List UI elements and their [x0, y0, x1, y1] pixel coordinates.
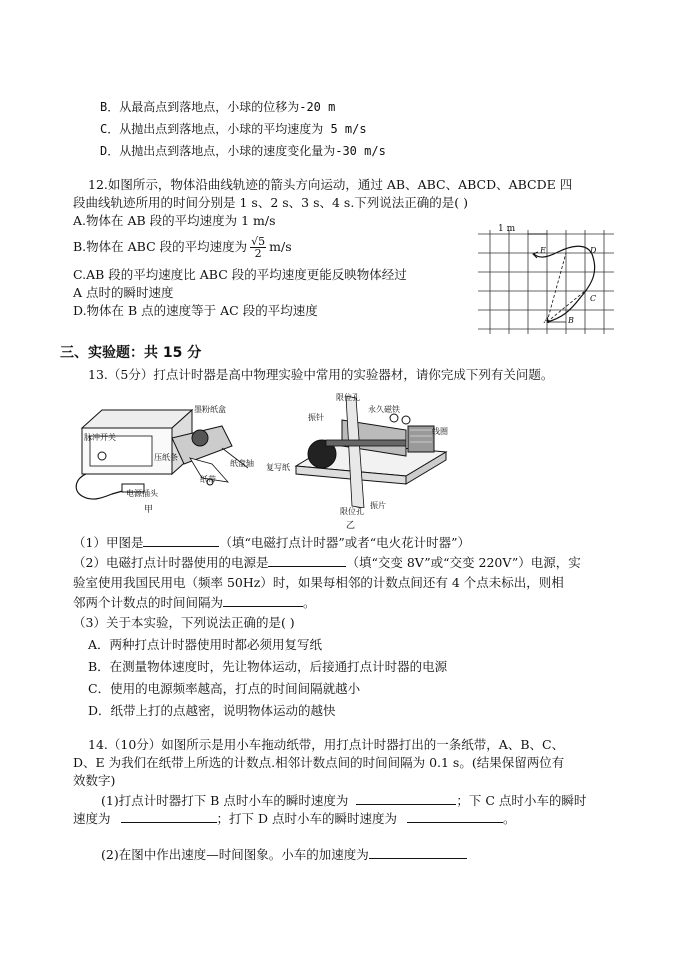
q12-option-a: A.物体在 AB 段的平均速度为 1 m/s — [73, 213, 276, 228]
figure-caption-yi: 乙 — [346, 521, 356, 531]
q13-stem: 13.（5分）打点计时器是高中物理实验中常用的实验器材，请你完成下列有关问题。 — [88, 367, 554, 382]
label-power-plug: 电源插头 — [126, 489, 158, 498]
label-press-strip: 压纸条 — [154, 453, 178, 462]
q12-stem-line2: 段曲线轨迹所用的时间分别是 1 s、2 s、3 s、4 s.下列说法正确的是( ) — [73, 195, 469, 210]
q13-part1 — [73, 534, 470, 552]
q13-part3-stem: （3）关于本实验，下列说法正确的是( ) — [73, 615, 295, 630]
label-vibrating-piece: 振片 — [370, 501, 386, 510]
q11-option-c: C．从抛出点到落地点，小球的平均速度为 5 m/s — [100, 122, 367, 136]
q12-option-b-unit: m/s — [269, 239, 292, 254]
label-ink-disc: 墨粉纸盒 — [194, 405, 226, 414]
label-tape: 纸带 — [200, 475, 216, 484]
answer-blank[interactable] — [407, 810, 503, 823]
answer-blank[interactable] — [268, 554, 346, 567]
q13-part1-text: （1）甲图是 — [73, 535, 144, 550]
q12-option-d: D.物体在 B 点的速度等于 AC 段的平均速度 — [73, 303, 318, 318]
q12-option-b-text: B.物体在 ABC 段的平均速度为 — [73, 239, 248, 254]
label-limit-hole-bottom: 限位孔 — [340, 507, 364, 516]
q14-part1-end: 。 — [503, 811, 516, 826]
q12-option-c-line1: C.AB 段的平均速度比 ABC 段的平均速度更能反映物体经过 — [73, 267, 407, 282]
q14-part1-line2 — [73, 810, 516, 828]
fraction-numerator: √5 — [251, 235, 266, 248]
q13-part3-option-b: B．在测量物体速度时，先让物体运动，后接通打点计时器的电源 — [88, 659, 448, 674]
q14-part1-text-b: (1)打点计时器打下 B 点时小车的瞬时速度为 — [101, 793, 349, 808]
label-vibrating-needle: 振针 — [308, 413, 324, 422]
q14-part2-text: (2)在图中作出速度—时间图象。小车的加速度为 — [101, 847, 369, 862]
q11-option-d: D．从抛出点到落地点，小球的速度变化量为-30 m/s — [100, 144, 386, 158]
q14-part1-text-d: ；打下 D 点时小车的瞬时速度为 — [216, 811, 397, 826]
label-coil: 线圈 — [432, 427, 448, 436]
q14-part2 — [101, 846, 467, 864]
point-label-a: A — [544, 316, 550, 325]
q13-part2-line3-end: 。 — [303, 595, 316, 610]
q14-part1-line1 — [101, 792, 586, 810]
q13-part3-option-c: C．使用的电源频率越高，打点的时间间隔就越小 — [88, 681, 361, 696]
q13-part2 — [73, 554, 581, 572]
section-title: 三、实验题：共 15 分 — [60, 345, 202, 361]
q12-option-c-line2: A 点时的瞬时速度 — [73, 285, 174, 300]
q12-option-b — [73, 236, 292, 259]
q13-part1-hint: （填“电磁打点计时器”或者“电火花计时器”） — [219, 535, 471, 550]
q14-part1-text-c: ；下 C 点时小车的瞬时 — [456, 793, 587, 808]
q14-part1-text-c2: 速度为 — [73, 811, 111, 826]
dashed-line-ad — [547, 253, 566, 322]
q13-part2-hint: （填“交变 8V”或“交变 220V”）电源，实 — [346, 555, 581, 570]
q13-part2-text: （2）电磁打点计时器使用的电源是 — [73, 555, 269, 570]
q12-stem-line1: 12.如图所示，物体沿曲线轨迹的箭头方向运动，通过 AB、ABC、ABCD、ABCDE 四 — [88, 177, 573, 192]
q14-stem-line3: 效数字) — [73, 773, 116, 788]
point-label-d: D — [590, 246, 597, 255]
figure-caption-jia: 甲 — [144, 505, 154, 515]
point-label-e: E — [540, 246, 546, 255]
label-carbon-paper: 复写纸 — [266, 463, 290, 472]
q14-stem-line2: D、E 为我们在纸带上所选的计数点.相邻计数点间的时间间隔为 0.1 s。(结果保留两位有 — [73, 755, 565, 770]
label-permanent-magnet: 永久磁铁 — [368, 405, 400, 414]
answer-blank[interactable] — [369, 846, 467, 859]
label-pulse-switch: 脉冲开关 — [84, 433, 116, 442]
q14-stem-line1: 14.（10分）如图所示是用小车拖动纸带，用打点计时器打出的一条纸带，A、B、C、 — [88, 737, 565, 752]
point-label-b: B — [568, 316, 574, 325]
q13-part2-line3-text: 邻两个计数点的时间间隔为 — [73, 595, 224, 610]
point-label-c: C — [590, 294, 597, 303]
answer-blank[interactable] — [121, 810, 217, 823]
label-tape-shaft: 纸盘轴 — [230, 459, 254, 468]
q13-part2-line2: 验室使用我国民用电（频率 50Hz）时，如果每相邻的计数点间还有 4 个点未标出，则相 — [73, 575, 564, 590]
label-limit-hole-top: 限位孔 — [336, 393, 360, 402]
q12-option-b-fraction — [250, 236, 266, 259]
fraction-denominator: 2 — [254, 247, 262, 260]
q13-part3-option-d: D．纸带上打的点越密，说明物体运动的越快 — [88, 703, 336, 718]
answer-blank[interactable] — [143, 534, 219, 547]
q11-option-b: B．从最高点到落地点，小球的位移为-20 m — [100, 100, 336, 114]
scale-label: 1 m — [498, 224, 516, 234]
answer-blank[interactable] — [356, 792, 456, 805]
q13-part3-option-a: A．两种打点计时器使用时都必须用复写纸 — [88, 637, 323, 652]
q13-part2-line3 — [73, 594, 316, 612]
answer-blank[interactable] — [223, 594, 303, 607]
